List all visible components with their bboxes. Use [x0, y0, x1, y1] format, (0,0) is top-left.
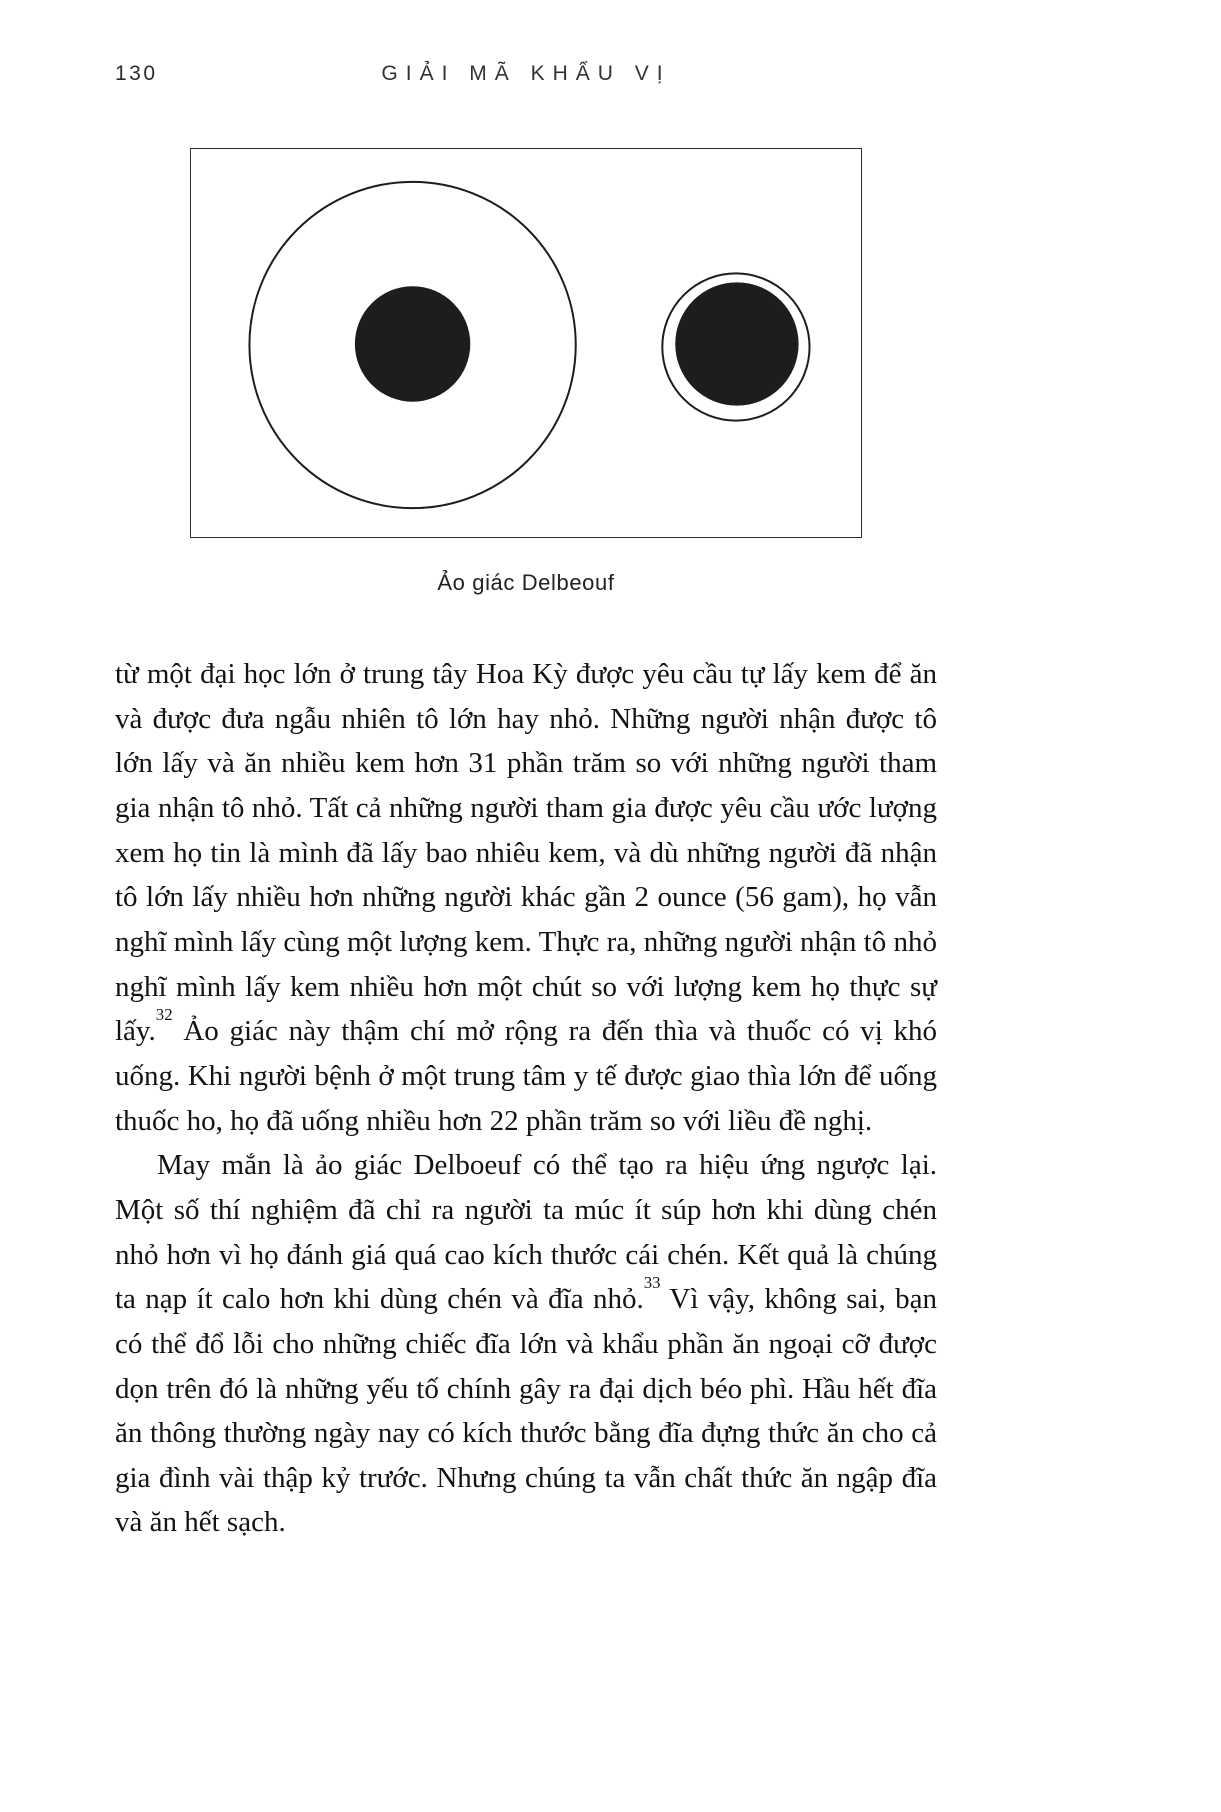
running-head — [115, 60, 937, 92]
page-body — [115, 652, 937, 1545]
paragraph — [115, 1143, 937, 1545]
paragraph-text: từ một đại học lớn ở trung tây Hoa Kỳ được yêu cầu tự lấy kem để ăn và được đưa ngẫu nhiên tô lớn hay nhỏ. Những người nhận được tô lớn lấy và ăn nhiều kem hơn 31 phần trăm so với những người tham gia nhận tô nhỏ. Tất cả những người tham gia được yêu cầu ước lượng xem họ tin là mình đã lấy bao nhiêu kem, và dù những người đã nhận tô lớn lấy nhiều hơn những người khác gần 2 ounce (56 gam), họ vẫn nghĩ mình lấy cùng một lượng kem. Thực ra, những người nhận tô nhỏ nghĩ mình lấy kem nhiều hơn một chút so với lượng kem họ thực sự lấy. — [115, 658, 937, 1048]
delboeuf-illusion-figure — [190, 148, 862, 538]
paragraph — [115, 652, 937, 1143]
chapter-header: GIẢI MÃ KHẨU VỊ — [381, 62, 671, 85]
footnote-reference: 33 — [643, 1273, 661, 1293]
paragraph-text: May mắn là ảo giác Delboeuf có thể tạo ra hiệu ứng ngược lại. Một số thí nghiệm đã chỉ ra người ta múc ít súp hơn khi dùng chén nhỏ hơn vì họ đánh giá quá cao kích thước cái chén. Kết quả là chúng ta nạp ít calo hơn khi dùng chén và đĩa nhỏ. — [115, 1149, 937, 1316]
text-block — [115, 60, 937, 1545]
paragraph-text: Vì vậy, không sai, bạn có thể đổ lỗi cho những chiếc đĩa lớn và khẩu phần ăn ngoại cỡ được dọn trên đó là những yếu tố chính gây ra đại dịch béo phì. Hầu hết đĩa ăn thông thường ngày nay có kích thước bằng đĩa đựng thức ăn cho cả gia đình vài thập kỷ trước. Nhưng chúng ta vẫn chất thức ăn ngập đĩa và ăn hết sạch. — [115, 1283, 937, 1539]
right-black-disc — [675, 282, 798, 405]
figure-caption: Ảo giác Delbeouf — [437, 570, 615, 595]
page-number: 130 — [115, 62, 158, 85]
left-black-disc — [355, 286, 470, 401]
footnote-reference: 32 — [155, 1005, 173, 1025]
delboeuf-illusion-diagram — [191, 149, 861, 537]
paragraph-text: Ảo giác này thậm chí mở rộng ra đến thìa và thuốc có vị khó uống. Khi người bệnh ở một trung tâm y tế được giao thìa lớn để uống thuốc ho, họ đã uống nhiều hơn 22 phần trăm so với liều đề nghị. — [115, 1015, 937, 1137]
